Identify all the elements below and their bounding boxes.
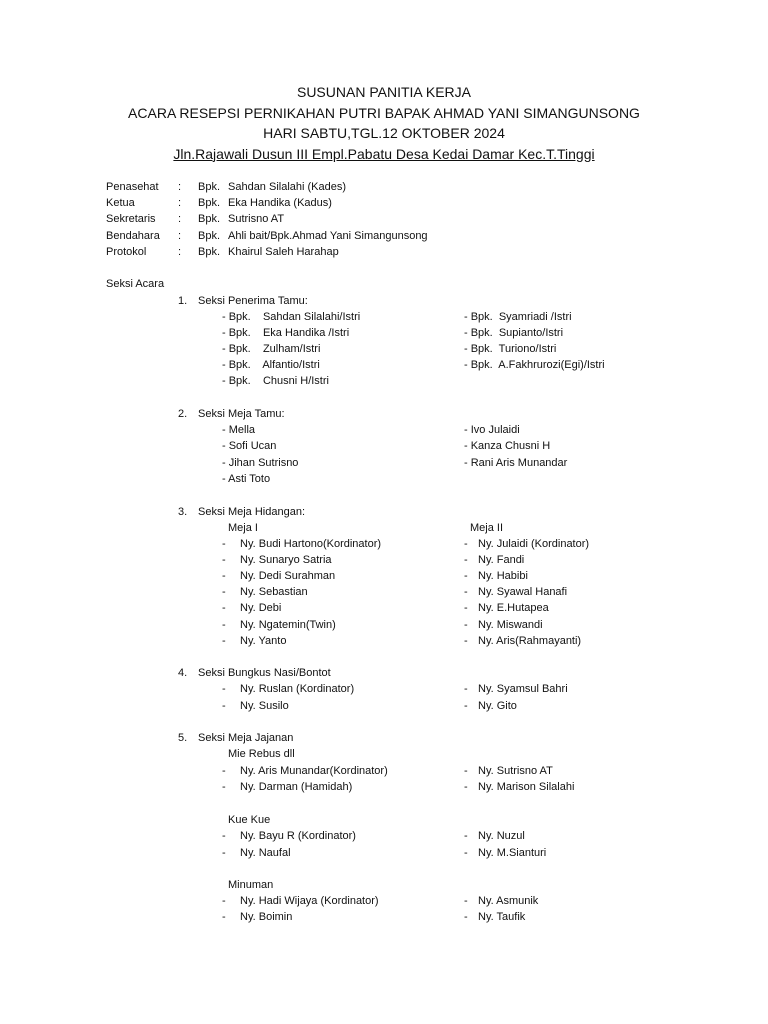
- officer-role: Ketua: [106, 197, 135, 209]
- list-item: Ny. Hadi Wijaya (Kordinator): [240, 895, 379, 907]
- section-number: 4.: [178, 667, 188, 679]
- list-item: - Bpk. Supianto/Istri: [464, 327, 564, 339]
- list-item: Ny. Sutrisno AT: [478, 765, 553, 777]
- officer-name: Sahdan Silalahi (Kades): [228, 181, 347, 193]
- list-item: Ny. Syamsul Bahri: [478, 683, 568, 695]
- list-item: - Asti Toto: [222, 473, 271, 485]
- list-item: Ny. Yanto: [240, 635, 287, 647]
- section-number: 5.: [178, 732, 188, 744]
- list-item: - Bpk. Eka Handika /Istri: [222, 327, 350, 339]
- officer-title: Bpk.: [198, 197, 221, 209]
- list-item: Ny. Susilo: [240, 700, 289, 712]
- officer-colon: :: [178, 246, 182, 258]
- list-item: - Kanza Chusni H: [464, 440, 551, 452]
- officer-colon: :: [178, 213, 182, 225]
- list-item: Ny. Naufal: [240, 847, 291, 859]
- list-item: - Ivo Julaidi: [464, 424, 520, 436]
- section-title: Seksi Meja Hidangan:: [198, 506, 306, 518]
- officer-title: Bpk.: [198, 246, 221, 258]
- list-item: Ny. Dedi Surahman: [240, 570, 336, 582]
- dash: -: [464, 635, 468, 647]
- dash: -: [222, 602, 226, 614]
- dash: -: [464, 847, 468, 859]
- dash: -: [222, 895, 226, 907]
- list-item: Ny. Gito: [478, 700, 517, 712]
- list-item: Ny. Taufik: [478, 911, 526, 923]
- dash: -: [222, 554, 226, 566]
- list-item: Ny. Habibi: [478, 570, 528, 582]
- officer-role: Penasehat: [106, 181, 159, 193]
- dash: -: [222, 847, 226, 859]
- sub-heading: Mie Rebus dll: [228, 748, 295, 760]
- list-item: - Bpk. Chusni H/Istri: [222, 375, 329, 387]
- section-number: 2.: [178, 408, 188, 420]
- list-item: Ny. E.Hutapea: [478, 602, 549, 614]
- dash: -: [222, 570, 226, 582]
- header-date: HARI SABTU,TGL.12 OKTOBER 2024: [263, 125, 505, 141]
- officer-title: Bpk.: [198, 181, 221, 193]
- list-item: - Bpk. Sahdan Silalahi/Istri: [222, 311, 361, 323]
- dash: -: [222, 911, 226, 923]
- section-title: Seksi Meja Jajanan: [198, 732, 294, 744]
- dash: -: [464, 895, 468, 907]
- sub-heading: Meja I: [228, 522, 258, 534]
- sub-heading: Meja II: [470, 522, 504, 534]
- section-number: 1.: [178, 295, 188, 307]
- list-item: - Jihan Sutrisno: [222, 457, 299, 469]
- dash: -: [464, 911, 468, 923]
- document-header: [0, 82, 768, 164]
- officer-title: Bpk.: [198, 213, 221, 225]
- list-item: Ny. Budi Hartono(Kordinator): [240, 538, 382, 550]
- list-item: - Bpk. Alfantio/Istri: [222, 359, 320, 371]
- list-item: Ny. Ruslan (Kordinator): [240, 683, 355, 695]
- list-item: Ny. Julaidi (Kordinator): [478, 538, 590, 550]
- officer-name: Ahli bait/Bpk.Ahmad Yani Simangunsong: [228, 230, 428, 242]
- dash: -: [464, 765, 468, 777]
- officer-name: Eka Handika (Kadus): [228, 197, 332, 209]
- dash: -: [464, 554, 468, 566]
- dash: -: [464, 700, 468, 712]
- list-item: Ny. Fandi: [478, 554, 525, 566]
- dash: -: [222, 538, 226, 550]
- officer-name: Khairul Saleh Harahap: [228, 246, 339, 258]
- officer-colon: :: [178, 197, 182, 209]
- list-item: Ny. Aris Munandar(Kordinator): [240, 765, 388, 777]
- list-item: - Sofi Ucan: [222, 440, 277, 452]
- officer-colon: :: [178, 181, 182, 193]
- list-item: Ny. Darman (Hamidah): [240, 781, 353, 793]
- list-item: Ny. Marison Silalahi: [478, 781, 575, 793]
- list-item: Ny. Boimin: [240, 911, 293, 923]
- list-item: - Bpk. Turiono/Istri: [464, 343, 557, 355]
- dash: -: [464, 570, 468, 582]
- header-address: Jln.Rajawali Dusun III Empl.Pabatu Desa Kedai Damar Kec.T.Tinggi: [173, 145, 595, 162]
- officer-role: Protokol: [106, 246, 147, 258]
- section-title: Seksi Bungkus Nasi/Bontot: [198, 667, 331, 679]
- dash: -: [464, 830, 468, 842]
- dash: -: [222, 700, 226, 712]
- list-item: - Rani Aris Munandar: [464, 457, 568, 469]
- dash: -: [464, 619, 468, 631]
- dash: -: [464, 602, 468, 614]
- dash: -: [222, 781, 226, 793]
- list-item: Ny. Sunaryo Satria: [240, 554, 332, 566]
- list-item: - Bpk. A.Fakhrurozi(Egi)/Istri: [464, 359, 605, 371]
- list-item: Ny. Aris(Rahmayanti): [478, 635, 582, 647]
- dash: -: [222, 683, 226, 695]
- list-item: Ny. M.Sianturi: [478, 847, 547, 859]
- dash: -: [464, 781, 468, 793]
- header-title: SUSUNAN PANITIA KERJA: [296, 84, 471, 100]
- dash: -: [222, 635, 226, 647]
- officer-colon: :: [178, 230, 182, 242]
- officer-name: Sutrisno AT: [228, 213, 285, 225]
- list-item: Ny. Nuzul: [478, 830, 525, 842]
- list-item: Ny. Miswandi: [478, 619, 543, 631]
- dash: -: [222, 830, 226, 842]
- list-item: Ny. Bayu R (Kordinator): [240, 830, 356, 842]
- section-title: Seksi Meja Tamu:: [198, 408, 285, 420]
- sub-heading: Minuman: [228, 879, 274, 891]
- list-item: Ny. Ngatemin(Twin): [240, 619, 336, 631]
- dash: -: [222, 619, 226, 631]
- seksi-acara-label: Seksi Acara: [106, 278, 165, 290]
- dash: -: [222, 765, 226, 777]
- section-title: Seksi Penerima Tamu:: [198, 295, 308, 307]
- list-item: Ny. Debi: [240, 602, 282, 614]
- officer-role: Sekretaris: [106, 213, 156, 225]
- list-item: - Bpk. Zulham/Istri: [222, 343, 321, 355]
- header-event: ACARA RESEPSI PERNIKAHAN PUTRI BAPAK AHMAD YANI SIMANGUNSONG: [128, 104, 640, 121]
- dash: -: [464, 586, 468, 598]
- sub-heading: Kue Kue: [228, 814, 271, 826]
- dash: -: [464, 683, 468, 695]
- dash: -: [464, 538, 468, 550]
- dash: -: [222, 586, 226, 598]
- list-item: Ny. Asmunik: [478, 895, 539, 907]
- list-item: - Bpk. Syamriadi /Istri: [464, 311, 572, 323]
- list-item: - Mella: [222, 424, 256, 436]
- list-item: Ny. Sebastian: [240, 586, 308, 598]
- officer-title: Bpk.: [198, 230, 221, 242]
- section-number: 3.: [178, 506, 188, 518]
- officer-role: Bendahara: [106, 230, 160, 242]
- list-item: Ny. Syawal Hanafi: [478, 586, 568, 598]
